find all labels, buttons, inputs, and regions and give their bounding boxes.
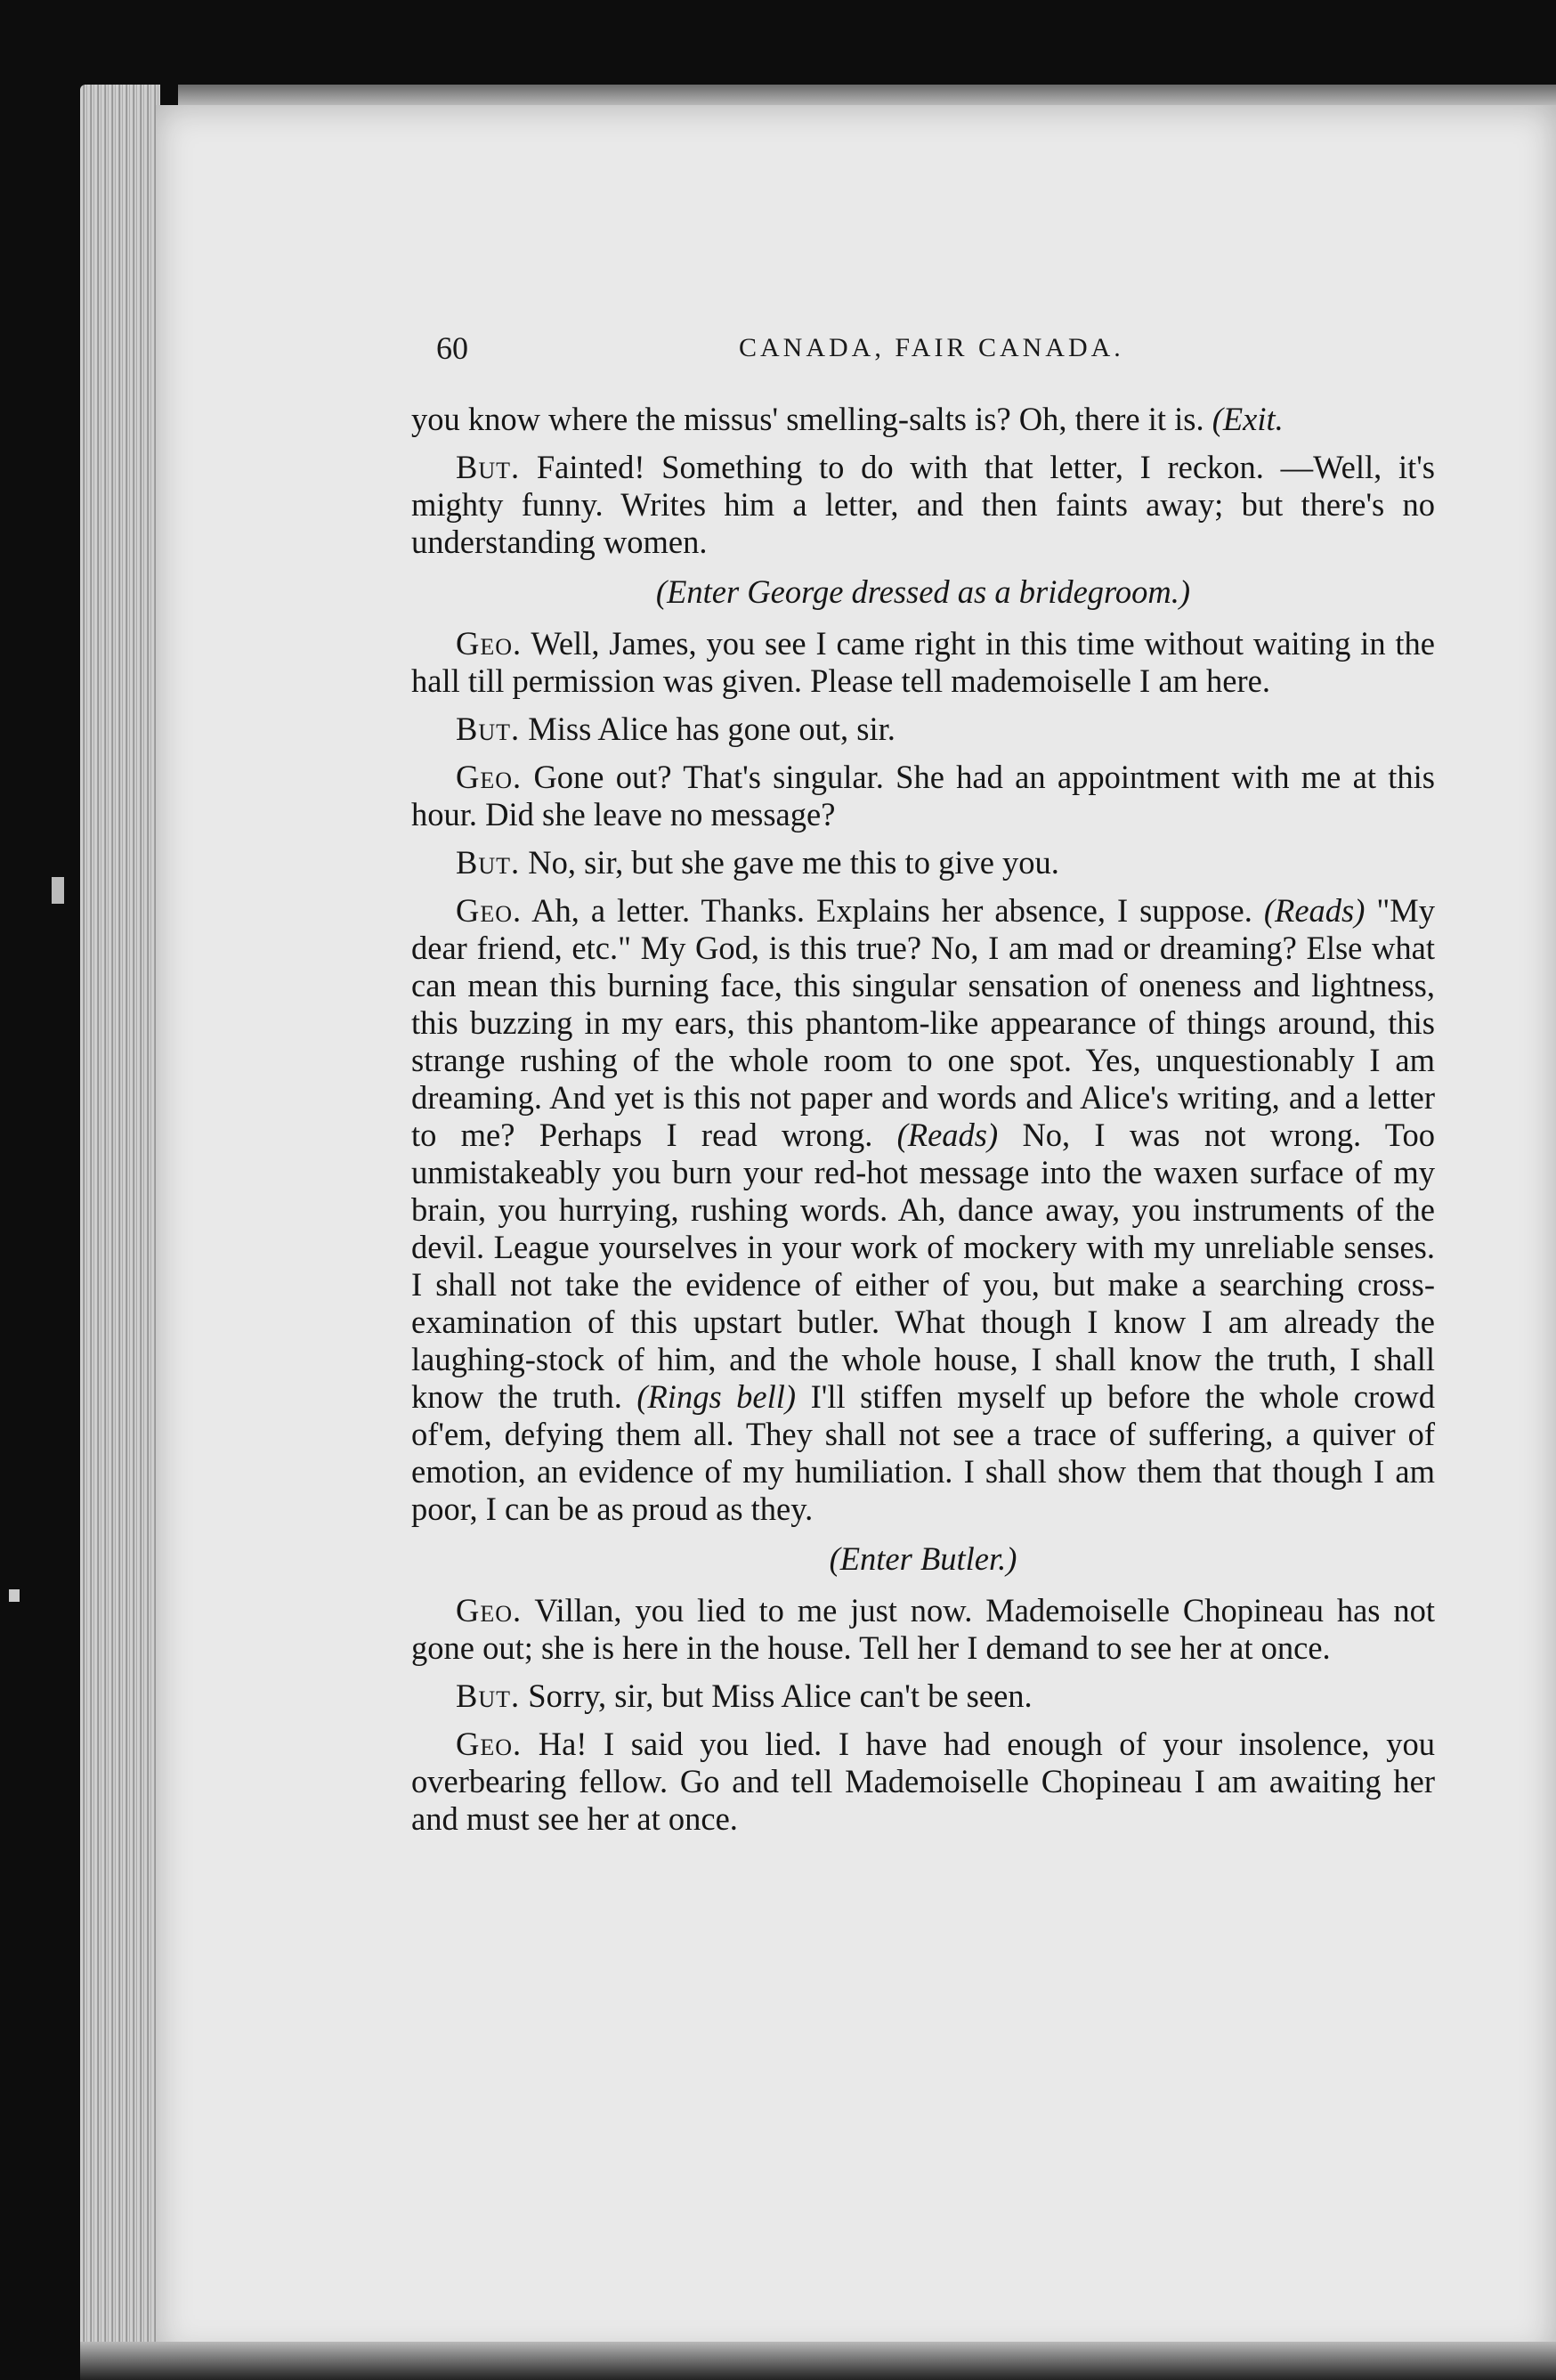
paragraph	[411, 625, 1435, 700]
stage-direction-line: (Enter Butler.)	[829, 1540, 1017, 1577]
speaker-name: Geo.	[456, 1726, 523, 1762]
paragraph	[411, 892, 1435, 1528]
paragraph	[411, 759, 1435, 833]
scan-artifact	[9, 1589, 20, 1602]
speaker-name: But.	[456, 449, 521, 485]
running-title: CANADA, FAIR CANADA.	[739, 333, 1124, 362]
stage-direction: (Exit.	[1212, 401, 1284, 437]
paragraph-text: I'll stiffen myself up before the whole crowd of'em, defying them all. They shall not see a trace of suffering, a quiver of emotion, an evidence of my humiliation. I shall show them that though I am poor, I can be as proud as they.	[411, 1378, 1435, 1527]
speaker-name: Geo.	[456, 625, 523, 662]
paragraph-text: "My dear friend, etc." My God, is this true? No, I am mad or dreaming? Else what can mean this burning face, this singular sensation of oneness and lightness, this buzzing in my ears, this phantom-like appearance of things around, this strange rushing of the whole room to one spot. Yes, unquestionably I am dreaming. And yet is this not paper and words and Alice's writing, and a letter to me? Perhaps I read wrong.	[411, 892, 1435, 1153]
speaker-name: Geo.	[456, 759, 523, 795]
page-edges	[80, 85, 160, 2373]
paragraph-text: you know where the missus' smelling-salts is? Oh, there it is.	[411, 401, 1204, 437]
speaker-name: But.	[456, 1677, 521, 1714]
scan-artifact	[52, 877, 64, 904]
paragraph-text: No, I was not wrong. Too unmistakeably you burn your red-hot message into the waxen surface of my brain, you hurrying, rushing words. Ah, dance away, you instruments of the devil. League yourselves in your work of mockery with my unreliable senses. I shall not take the evidence of either of you, but make a searching cross-examination of this upstart butler. What though I know I am already the laughing-stock of him, and the whole house, I shall know the truth, I shall know the truth.	[411, 1117, 1436, 1415]
page-number: 60	[436, 330, 468, 366]
paragraph-text: No, sir, but she gave me this to give you.	[528, 844, 1059, 881]
paragraph-text: Well, James, you see I came right in this time without waiting in the hall till permission was given. Please tell mademoiselle I am here.	[411, 625, 1435, 699]
paragraph-text: Ha! I said you lied. I have had enough of your insolence, you overbearing fellow. Go and tell Mademoiselle Chopineau I am awaiting her and must see her at once.	[411, 1726, 1435, 1837]
stage-direction-line: (Enter George dressed as a bridegroom.)	[655, 573, 1191, 610]
paragraph	[411, 711, 1435, 748]
page-bottom-edge	[80, 2342, 1556, 2380]
paragraph	[411, 1677, 1435, 1715]
page-text	[411, 401, 1435, 1848]
paragraph	[411, 1592, 1435, 1667]
paragraph	[411, 401, 1435, 438]
speaker-name: Geo.	[456, 1592, 523, 1629]
paragraph	[411, 1726, 1435, 1838]
paragraph-text: Fainted! Something to do with that letter, I reckon. —Well, it's mighty funny. Writes him a letter, and then faints away; but there's no understanding women.	[411, 449, 1436, 560]
paragraph	[411, 844, 1435, 881]
paragraph-text: Gone out? That's singular. She had an appointment with me at this hour. Did she leave no message?	[411, 759, 1435, 833]
paragraph-text: Ah, a letter. Thanks. Explains her absence, I suppose.	[531, 892, 1252, 929]
speaker-name: But.	[456, 844, 521, 881]
page-header	[436, 329, 1433, 374]
speaker-name: Geo.	[456, 892, 523, 929]
speaker-name: But.	[456, 711, 521, 747]
paragraph-text: Miss Alice has gone out, sir.	[528, 711, 896, 747]
paragraph-text: Sorry, sir, but Miss Alice can't be seen.	[528, 1677, 1033, 1714]
paragraph	[411, 449, 1435, 561]
stage-direction: (Reads)	[1263, 892, 1366, 929]
stage-direction: (Rings bell)	[636, 1378, 797, 1415]
paragraph-text: Villan, you lied to me just now. Mademoiselle Chopineau has not gone out; she is here in the house. Tell her I demand to see her at once.	[411, 1592, 1435, 1666]
stage-direction: (Reads)	[896, 1117, 999, 1153]
